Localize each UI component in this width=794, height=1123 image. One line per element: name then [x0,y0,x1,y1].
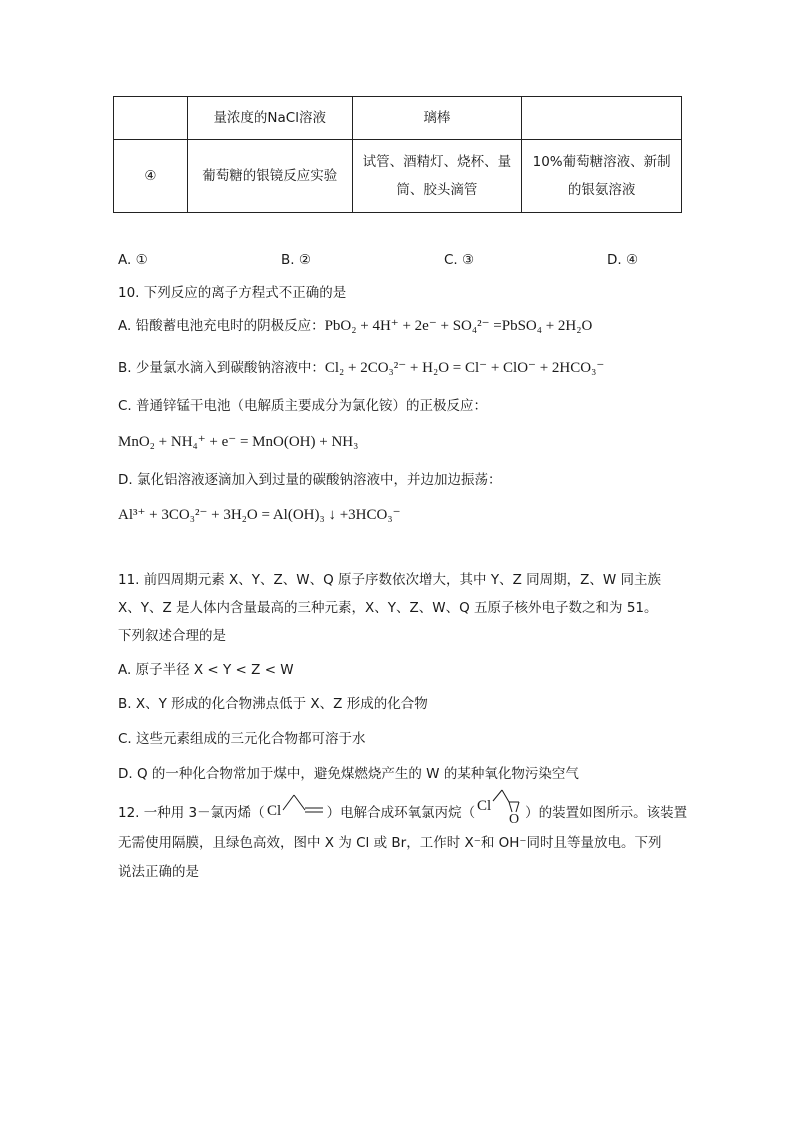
ionic-equation: Cl₂ + 2CO₃²⁻ + H₂O = Cl⁻ + ClO⁻ + 2HCO₃⁻ [324,360,605,376]
question-text: 12. 一种用 3－氯丙烯（ [118,805,265,821]
table-cell [114,97,188,140]
table-cell: 璃棒 [352,97,522,140]
allyl-chloride-svg [265,791,327,821]
question-text: ）的装置如图所示。该装置 [525,805,688,821]
q10-option-a[interactable] [118,316,592,336]
table-cell [522,140,682,213]
question-10-stem: 10. 下列反应的离子方程式不正确的是 [118,285,347,301]
epichlorohydrin-svg [475,788,525,824]
ionic-equation: PbO₂ + 4H⁺ + 2e⁻ + SO₄²⁻ =PbSO₄ + 2H₂O [324,318,593,334]
chlorine-atom-label: Cl [477,798,492,814]
cell-line: 的银氨溶液 [567,182,636,198]
allyl-chloride-structure [265,791,327,835]
ionic-equation: MnO₂ + NH₄⁺ + e⁻ = MnO(OH) + NH₃ [118,434,359,450]
question-12-line: 无需使用隔膜，且绿色高效，图中 X 为 Cl 或 Br，工作时 X⁻和 OH⁻同时且等量放电。下列 [118,835,662,851]
experiment-table [113,96,682,213]
table-cell [352,140,522,213]
oxygen-atom-label: O [509,812,520,824]
q11-option-b[interactable]: B. X、Y 形成的化合物沸点低于 X、Z 形成的化合物 [118,696,428,712]
question-text: ）电解合成环氧氯丙烷（ [326,805,476,821]
cell-line: 筒、胶头滴管 [396,182,478,198]
table-row [114,140,682,213]
choice-d[interactable]: D. ④ [607,252,639,268]
q11-option-a[interactable]: A. 原子半径 X < Y < Z < W [118,662,294,678]
question-11-line: 11. 前四周期元素 X、Y、Z、W、Q 原子序数依次增大，其中 Y、Z 同周期，Z、W 同主族 [118,572,662,588]
q11-option-c[interactable]: C. 这些元素组成的三元化合物都可溶于水 [118,731,366,747]
choice-c[interactable]: C. ③ [444,252,475,268]
table-cell: 葡萄糖的银镜反应实验 [187,140,352,213]
cell-line: 10%葡萄糖溶液、新制 [532,154,671,170]
q10-option-d[interactable]: D. 氯化铝溶液逐滴加入到过量的碳酸钠溶液中，并边加边振荡： [118,472,502,488]
epichlorohydrin-structure [475,788,525,838]
choice-b[interactable]: B. ② [281,252,311,268]
table-cell [522,97,682,140]
q10-option-b[interactable] [118,358,604,378]
question-12-line: 说法正确的是 [118,864,199,880]
table-row [114,97,682,140]
option-label: B. 少量氯水滴入到碳酸钠溶液中： [118,360,325,376]
question-12-line [118,788,687,824]
ionic-equation: Al³⁺ + 3CO₃²⁻ + 3H₂O = Al(OH)₃ ↓ +3HCO₃⁻ [118,507,401,523]
question-11-line: X、Y、Z 是人体内含量最高的三种元素，X、Y、Z、W、Q 五原子核外电子数之和为 51。 [118,600,658,616]
choice-a[interactable]: A. ① [118,252,148,268]
option-label: A. 铅酸蓄电池充电时的阴极反应： [118,318,325,334]
q11-option-d[interactable]: D. Q 的一种化合物常加于煤中，避免煤燃烧产生的 W 的某种氧化物污染空气 [118,766,579,782]
table-cell: ④ [114,140,188,213]
question-11-line: 下列叙述合理的是 [118,628,226,644]
cell-line: 试管、酒精灯、烧杯、量 [362,154,512,170]
chlorine-atom-label: Cl [266,803,281,819]
table-cell: 量浓度的NaCl溶液 [187,97,352,140]
q10-option-c[interactable]: C. 普通锌锰干电池（电解质主要成分为氯化铵）的正极反应： [118,398,488,414]
